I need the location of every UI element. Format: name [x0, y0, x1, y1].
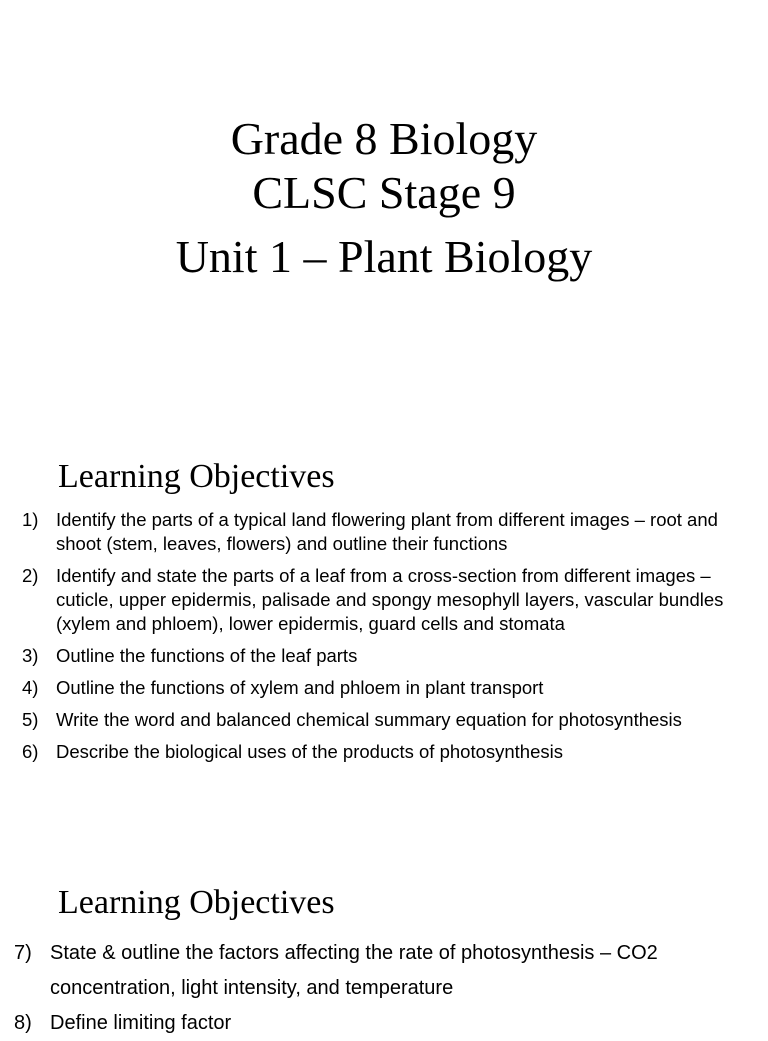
list-item — [22, 708, 752, 732]
item-text: Identify and state the parts of a leaf from a cross-section from different images – cuticle, upper epidermis, palisade and spongy mesophyll layers, vascular bundles (xylem and phloem), lower epidermis, guard cells and stomata — [56, 565, 724, 634]
list-item — [22, 740, 752, 764]
item-number: 6) — [22, 741, 39, 762]
list-item — [22, 644, 752, 668]
section-heading-1: Learning Objectives — [58, 458, 335, 495]
item-number: 5) — [22, 709, 39, 730]
list-item — [14, 936, 754, 1006]
item-text: Define limiting factor — [50, 1012, 232, 1034]
title-block — [0, 112, 768, 284]
item-text: Outline the functions of the leaf parts — [56, 645, 358, 666]
item-number: 1) — [22, 509, 39, 530]
item-number: 4) — [22, 677, 39, 698]
item-text: Write the word and balanced chemical summary equation for photosynthesis — [56, 709, 682, 730]
item-number: 7) — [14, 942, 32, 964]
title-stage: CLSC Stage 9 — [252, 167, 516, 218]
item-text: State & outline the factors affecting the rate of photosynthesis – CO2 concentration, light intensity, and temperature — [50, 942, 658, 999]
item-number: 8) — [14, 1012, 32, 1034]
item-text: Identify the parts of a typical land flowering plant from different images – root and shoot (stem, leaves, flowers) and outline their functions — [56, 509, 718, 554]
list-item — [22, 508, 752, 556]
objectives-list-2 — [14, 936, 754, 1041]
title-grade: Grade 8 Biology — [230, 113, 538, 164]
list-item — [22, 564, 752, 636]
item-text: Outline the functions of xylem and phloem in plant transport — [56, 677, 544, 698]
item-number: 2) — [22, 565, 39, 586]
item-number: 3) — [22, 645, 39, 666]
title-unit: Unit 1 – Plant Biology — [175, 231, 593, 282]
objectives-list-1 — [22, 508, 752, 772]
item-text: Describe the biological uses of the products of photosynthesis — [56, 741, 563, 762]
section-heading-2: Learning Objectives — [58, 884, 335, 921]
list-item — [22, 676, 752, 700]
